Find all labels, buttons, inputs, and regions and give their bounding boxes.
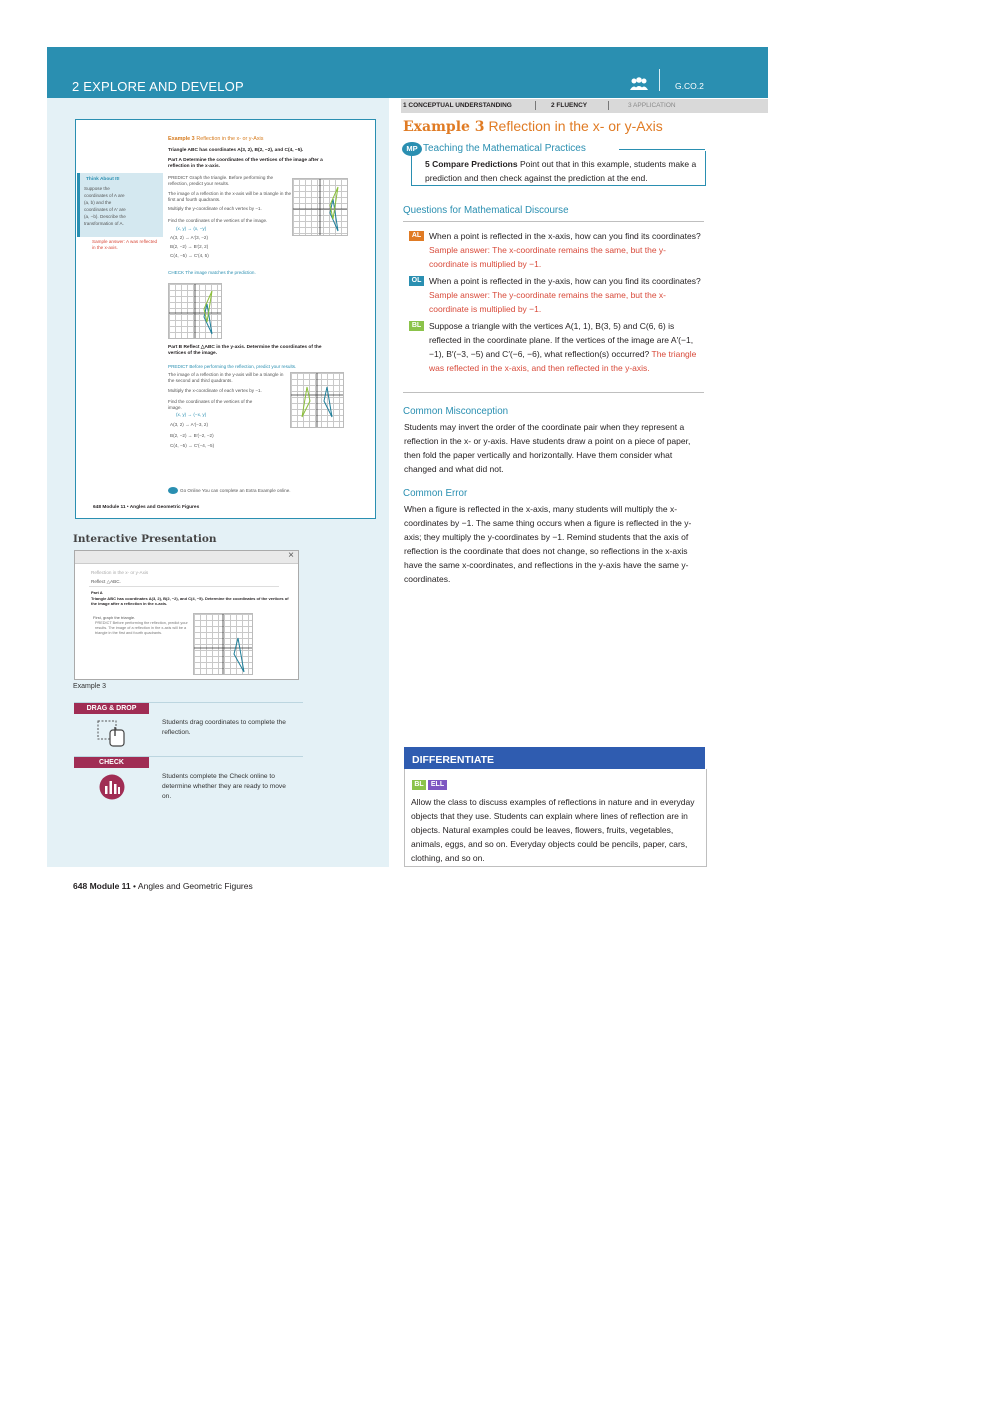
question-answer: Sample answer: The x-coordinate remains the same, but the y-coordinate is multiplied by −1. bbox=[429, 245, 667, 269]
group-icon bbox=[629, 77, 649, 91]
coordinate-grid bbox=[292, 178, 348, 236]
think-title: Think About It! bbox=[86, 177, 120, 182]
tag-bl: BL bbox=[409, 321, 424, 331]
footer-bullet: • bbox=[133, 881, 137, 891]
mp-rule bbox=[619, 149, 705, 150]
question-al bbox=[429, 229, 704, 271]
standard-code: G.CO.2 bbox=[675, 81, 704, 91]
progression-tabs bbox=[401, 99, 768, 113]
question-answer: The triangle was reflected in the x-axis, and then reflected in the y-axis. bbox=[429, 349, 697, 373]
go-online-text: Go Online You can complete an Extra Example online. bbox=[180, 488, 291, 493]
close-icon[interactable]: × bbox=[288, 550, 294, 561]
coordinate-grid[interactable] bbox=[193, 613, 253, 675]
part-a-text: Part A Determine the coordinates of the vertices of the image after a reflection in the x-axis. bbox=[168, 158, 323, 169]
student-example-heading: Example 3 Reflection in the x- or y-Axis bbox=[168, 136, 264, 142]
predict-b-result: The image of a reflection in the y-axis will be a triangle in the second and third quadrants. bbox=[168, 372, 284, 383]
question-answer: Sample answer: The y-coordinate remains the same, but the x-coordinate is multiplied by −1. bbox=[429, 290, 667, 314]
screen-step: First, graph the triangle. bbox=[93, 615, 136, 620]
coordinate-grid bbox=[168, 283, 222, 339]
student-page-thumbnail bbox=[75, 119, 376, 519]
error-title: Common Error bbox=[403, 488, 468, 499]
interactive-presentation-title: Interactive Presentation bbox=[73, 533, 217, 545]
think-line: (a, −b). Describe the bbox=[84, 214, 126, 219]
section-header bbox=[47, 47, 768, 98]
find-text: Find the coordinates of the vertices of the image. bbox=[168, 218, 268, 223]
think-line: (a, b) and the bbox=[84, 200, 112, 205]
map-a-row: C(4, −5) → C′(4, 5) bbox=[170, 253, 209, 258]
drag-drop-icon bbox=[97, 719, 129, 749]
check-chart-icon bbox=[99, 774, 125, 800]
map-b-row: B(2, −2) → B′(−2, −2) bbox=[170, 433, 214, 438]
coordinate-grid bbox=[290, 372, 344, 428]
thumbnail-footer: 648 Module 11 • Angles and Geometric Figures bbox=[93, 505, 200, 510]
module-title: Angles and Geometric Figures bbox=[137, 881, 253, 891]
think-about-it-box bbox=[77, 173, 163, 237]
tag-al: AL bbox=[409, 231, 424, 241]
tab-fluency: 2 FLUENCY bbox=[551, 102, 588, 109]
think-line: coordinates of A are bbox=[84, 193, 125, 198]
sample-answer: Sample answer: A was reflected in the x-axis. bbox=[92, 239, 158, 250]
check-text: Students complete the Check online to determine whether they are ready to move on. bbox=[162, 773, 286, 800]
reflection-graph-b bbox=[291, 373, 343, 427]
drag-drop-text: Students drag coordinates to complete the reflection. bbox=[162, 719, 286, 736]
screen-predict: PREDICT Before performing the reflection, predict your results. The image of a reflection in the x-axis will be a triangle in the first and fourth quadrants. bbox=[95, 621, 188, 635]
multiply-text: Multiply the y-coordinate of each vertex by −1. bbox=[168, 206, 262, 211]
example-number: Example 3 bbox=[403, 119, 485, 135]
mp-text: Point out that in this example, students make a prediction and then check against the prediction at the end. bbox=[425, 159, 697, 183]
divider bbox=[89, 586, 279, 587]
questions-title: Questions for Mathematical Discourse bbox=[403, 205, 569, 216]
misconception-text: Students may invert the order of the coordinate pair when they represent a reflection in the x- or y-axis. Have students draw a point on a piece of paper, then fold the paper vertically and horizontally. Have them consider what changed and what did not. bbox=[404, 422, 691, 474]
map-a-row: B(2, −2) → B′(2, 2) bbox=[170, 244, 209, 249]
mp-title: Teaching the Mathematical Practices bbox=[423, 143, 586, 154]
module-label: Module 11 bbox=[89, 881, 131, 891]
question-text: When a point is reflected in the x-axis, how can you find its coordinates? bbox=[429, 231, 701, 241]
interactive-caption: Example 3 bbox=[73, 683, 107, 690]
page-number: 648 bbox=[73, 881, 88, 891]
question-text: When a point is reflected in the y-axis, how can you find its coordinates? bbox=[429, 276, 701, 286]
find-b-text: Find the coordinates of the vertices of the image. bbox=[168, 399, 253, 410]
question-bl bbox=[429, 319, 704, 375]
section-title: 2 EXPLORE AND DEVELOP bbox=[72, 79, 244, 94]
drag-drop-label: DRAG & DROP bbox=[74, 703, 149, 714]
predict-result: The image of a reflection in the x-axis will be a triangle in the first and fourth quadrants. bbox=[168, 191, 292, 202]
mp-badge-icon: MP bbox=[402, 142, 422, 156]
think-line: coordinates of A′ are bbox=[84, 207, 126, 212]
go-online-icon bbox=[168, 487, 178, 494]
tab-divider bbox=[535, 101, 536, 110]
tab-application: 3 APPLICATION bbox=[628, 102, 676, 109]
map-a-row: A(3, 2) → A′(3, −2) bbox=[170, 235, 209, 240]
example-heading bbox=[403, 118, 663, 135]
reflection-graph-check bbox=[169, 284, 221, 338]
screen-given: Triangle ABC has coordinates A(3, 2), B(2, −2), and C(4, −5). Determine the coordinates of the vertices of the image after a reflection in the x-axis. bbox=[91, 596, 289, 606]
tag-ell: ELL bbox=[428, 780, 447, 790]
question-ol bbox=[429, 274, 704, 316]
page-footer bbox=[73, 881, 253, 891]
part-b-text: Part B Reflect △ABC in the y-axis. Determine the coordinates of the vertices of the image. bbox=[168, 345, 322, 356]
interactive-screen bbox=[74, 550, 299, 680]
tag-ol: OL bbox=[409, 276, 424, 286]
misconception-title: Common Misconception bbox=[403, 406, 509, 417]
header-divider bbox=[659, 69, 660, 91]
think-line: transformation of A. bbox=[84, 221, 124, 226]
screen-titlebar bbox=[75, 551, 298, 564]
predict-b-text: PREDICT Before performing the reflection, predict your results. bbox=[168, 364, 297, 369]
multiply-b-text: Multiply the x-coordinate of each vertex by −1. bbox=[168, 388, 262, 393]
rule-a: (x, y) → (x, −y) bbox=[176, 226, 207, 231]
tab-conceptual: 1 CONCEPTUAL UNDERSTANDING bbox=[403, 102, 512, 109]
tag-bl: BL bbox=[412, 780, 426, 790]
screen-part: Part A bbox=[91, 590, 103, 595]
example-title: Reflection in the x- or y-Axis bbox=[488, 118, 663, 134]
rule-b: (x, y) → (−x, y) bbox=[176, 412, 207, 417]
mp-body bbox=[425, 157, 703, 185]
think-line: Suppose the bbox=[84, 186, 110, 191]
reflection-graph-a bbox=[293, 179, 347, 235]
section-rule bbox=[403, 221, 704, 222]
predict-text: PREDICT Graph the triangle. Before performing the reflection, predict your results. bbox=[168, 175, 274, 186]
mp-bold: 5 Compare Predictions bbox=[425, 159, 518, 169]
reflection-graph-screen bbox=[194, 614, 252, 674]
differentiate-text: Allow the class to discuss examples of reflections in nature and in everyday objects that they use. Students can explain where lines of reflection are in objects. Natural examples could be leaves, flowers, fruits, vegetables, animals, eggs, and so on. Everyday objects could be pencils, paper, cars, clothing, and so on. bbox=[411, 797, 695, 863]
error-text: When a figure is reflected in the x-axis, many students will multiply the x-coordinates by −1. The same thing occurs when a figure is reflected in the y-axis; they multiply the y-coordinates by −1. Remind students that the axis of reflection is the coordinate that does not change, so reflections in the x-axis have the same x-coordinates, and reflections in the y-axis have the same y-coordinates. bbox=[404, 504, 692, 584]
check-label: CHECK bbox=[74, 757, 149, 768]
section-rule bbox=[403, 392, 704, 393]
map-b-row: C(4, −5) → C′(−4, −5) bbox=[170, 443, 215, 448]
given-text: Triangle ABC has coordinates A(3, 2), B(2, −2), and C(4, −5). bbox=[168, 148, 304, 153]
check-text: CHECK The image matches the prediction. bbox=[168, 270, 256, 275]
screen-sub: Reflect △ABC. bbox=[91, 579, 121, 584]
screen-title: Reflection in the x- or y-Axis bbox=[91, 570, 149, 575]
differentiate-header: DIFFERENTIATE bbox=[404, 747, 705, 769]
question-text: Suppose a triangle with the vertices A(1, 1), B(3, 5) and C(6, 6) is reflected in the coordinate plane. If the vertices of the image are A′(−1, −1), B′(−3, −5) and C′(−6, −6), what reflection(s) occurred? bbox=[429, 321, 694, 359]
map-b-row: A(3, 2) → A′(−3, 2) bbox=[170, 422, 209, 427]
tab-divider bbox=[608, 101, 609, 110]
